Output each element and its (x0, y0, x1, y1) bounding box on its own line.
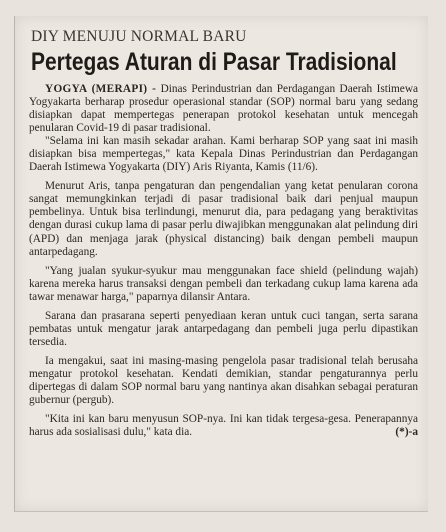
article-paragraph-6: Ia mengakui, saat ini masing-masing pengelola pasar tradisional telah berusaha mengatur protokol kesehatan. Kendati demikian, standar pengaturannya perlu dipertegas di dalam SOP normal baru yang nantinya akan disahkan sebagai peraturan gubernur (pergub). (29, 354, 418, 407)
article-paragraph-4: "Yang jualan syukur-syukur mau menggunakan face shield (pelindung wajah) karena mereka harus transaksi dengan pembeli dan terkadang cukup lama karena ada tawar menawar harga," paparnya dilansir Antara. (29, 264, 418, 303)
article-paragraph-7 (29, 413, 418, 439)
article-paragraph-2: "Selama ini kan masih sekadar arahan. Kami berharap SOP yang saat ini masih disiapkan bisa mempertegas," kata Kepala Dinas Perindustrian dan Perdagangan Daerah Istimewa Yogyakarta (DIY) Aris Riyanta, Kamis (11/6). (29, 135, 418, 174)
article-signoff: (*)-a (395, 426, 418, 439)
article-paragraph-3: Menurut Aris, tanpa pengaturan dan pengendalian yang ketat penularan corona sangat memungkinkan terjadi di pasar tradisional baik dari penjual maupun pembelinya. Untuk bisa terlindungi, menurut dia, para pedagang yang beraktivitas dengan durasi cukup lama di pasar perlu diwajibkan menggunakan alat pelindung diri (APD) dan menjaga jarak (physical distancing) baik dengan pembeli maupun antarpedagang. (29, 180, 418, 258)
article-paragraph-7-text: "Kita ini kan baru menyusun SOP-nya. Ini kan tidak tergesa-gesa. Penerapannya harus ada sosialisasi dulu," kata dia. (29, 413, 418, 439)
article-paragraph-5: Sarana dan prasarana seperti penyediaan keran untuk cuci tangan, serta sarana pembatas untuk mengatur jarak antarpedagang dan pembeli juga perlu dipastikan tersedia. (29, 309, 418, 348)
article-headline: Pertegas Aturan di Pasar Tradisional (31, 48, 397, 76)
article-body (29, 83, 418, 439)
article-paragraph-1 (29, 83, 418, 135)
newspaper-clipping (14, 16, 428, 512)
article-paragraph-1-text: Dinas Perindustrian dan Perdagangan Daerah Istimewa Yogyakarta berharap prosedur operasional standar (SOP) normal baru yang sedang disiapkan dapat mempertegas penerapan protokol kesehatan untuk mencegah penularan Covid-19 di pasar tradisional. (29, 83, 418, 135)
article-dateline: YOGYA (MERAPI) - (45, 83, 157, 95)
article-kicker: DIY MENUJU NORMAL BARU (31, 28, 247, 45)
